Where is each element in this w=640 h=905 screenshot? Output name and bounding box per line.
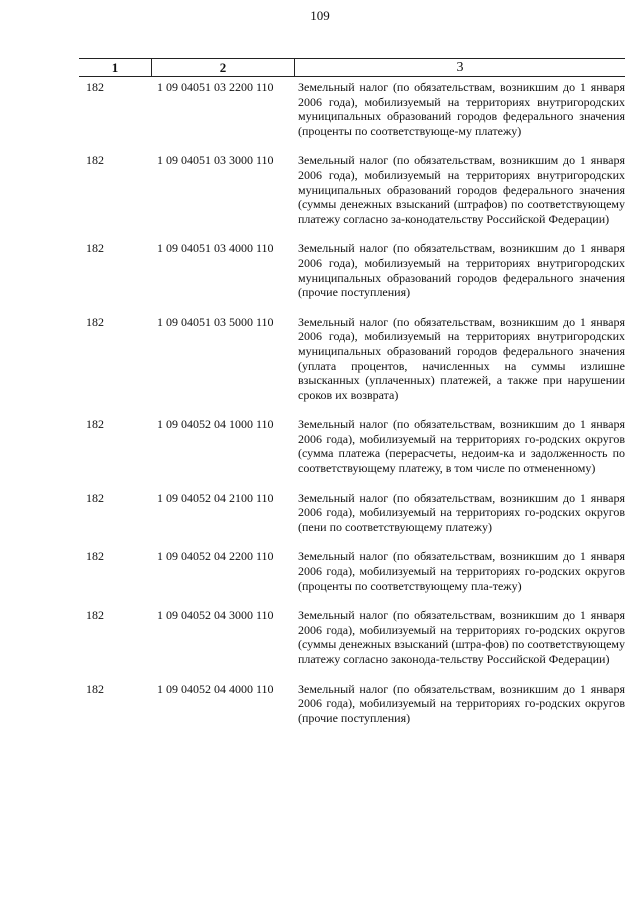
budget-code-cell: 1 09 04051 03 4000 110 <box>157 241 274 256</box>
income-name-cell: Земельный налог (по обязательствам, возникшим до 1 января 2006 года), мобилизуемый на территориях го-родских округов (проценты по соответствующему пла-тежу) <box>298 549 625 593</box>
admin-code-cell: 182 <box>86 681 104 696</box>
admin-code-cell: 182 <box>86 549 104 564</box>
budget-code-cell: 1 09 04051 03 3000 110 <box>157 153 274 168</box>
table-row <box>79 682 625 726</box>
header-col-3: 3 <box>294 59 625 76</box>
admin-code-cell: 182 <box>86 241 104 256</box>
budget-code-cell: 1 09 04052 04 2200 110 <box>157 549 274 564</box>
budget-code-cell: 1 09 04051 03 5000 110 <box>157 314 274 329</box>
table-row <box>79 80 625 138</box>
table-row <box>79 315 625 403</box>
page-number: 109 <box>310 8 330 23</box>
table-row <box>79 608 625 666</box>
admin-code-cell: 182 <box>86 417 104 432</box>
table-row <box>79 153 625 226</box>
admin-code-cell: 182 <box>86 490 104 505</box>
budget-code-cell: 1 09 04052 04 2100 110 <box>157 490 274 505</box>
table-row <box>79 491 625 535</box>
admin-code-cell: 182 <box>86 153 104 168</box>
income-name-cell: Земельный налог (по обязательствам, возникшим до 1 января 2006 года), мобилизуемый на территориях го-родских округов (суммы денежных взысканий (штра-фов) по соответствующему платежу согласно законода-тельству Российской Федерации) <box>298 608 625 666</box>
table-row <box>79 417 625 475</box>
table-row <box>79 241 625 299</box>
income-name-cell: Земельный налог (по обязательствам, возникшим до 1 января 2006 года), мобилизуемый на территориях го-родских округов (сумма платежа (перерасчеты, недоим-ка и задолженность по соответствующему платежу, в том числе по отмененному) <box>298 417 625 476</box>
income-name-cell: Земельный налог (по обязательствам, возникшим до 1 января 2006 года), мобилизуемый на территориях внутригородских муниципальных образований городов федерального значения (уплата процентов, начисленных на суммы излишне взысканных (уплаченных) платежей, а также при нарушении сроков их возврата) <box>298 314 625 402</box>
budget-code-cell: 1 09 04052 04 1000 110 <box>157 417 274 432</box>
header-col-1: 1 <box>111 59 119 75</box>
header-col-2: 2 <box>151 59 294 76</box>
budget-code-cell: 1 09 04051 03 2200 110 <box>157 80 274 94</box>
admin-code-cell: 182 <box>86 80 104 94</box>
admin-code-cell: 182 <box>86 608 104 623</box>
table-header <box>79 58 625 77</box>
income-name-cell: Земельный налог (по обязательствам, возникшим до 1 января 2006 года), мобилизуемый на территориях внутригородских муниципальных образований городов федерального значения (суммы денежных взысканий (штрафов) по соответствующему платежу согласно за-конодательству Российской Федерации) <box>298 153 625 226</box>
income-name-cell: Земельный налог (по обязательствам, возникшим до 1 января 2006 года), мобилизуемый на территориях внутригородских муниципальных образований городов федерального значения (проценты по соответствующе-му платежу) <box>298 80 625 138</box>
admin-code-cell: 182 <box>86 314 104 329</box>
income-name-cell: Земельный налог (по обязательствам, возникшим до 1 января 2006 года), мобилизуемый на территориях го-родских округов (пени по соответствующему платежу) <box>298 490 625 534</box>
table-body <box>79 80 625 725</box>
budget-code-cell: 1 09 04052 04 4000 110 <box>157 681 274 696</box>
budget-code-cell: 1 09 04052 04 3000 110 <box>157 608 274 623</box>
table-row <box>79 549 625 593</box>
income-name-cell: Земельный налог (по обязательствам, возникшим до 1 января 2006 года), мобилизуемый на территориях го-родских округов (прочие поступления) <box>298 681 625 725</box>
income-name-cell: Земельный налог (по обязательствам, возникшим до 1 января 2006 года), мобилизуемый на территориях внутригородских муниципальных образований городов федерального значения (прочие поступления) <box>298 241 625 300</box>
